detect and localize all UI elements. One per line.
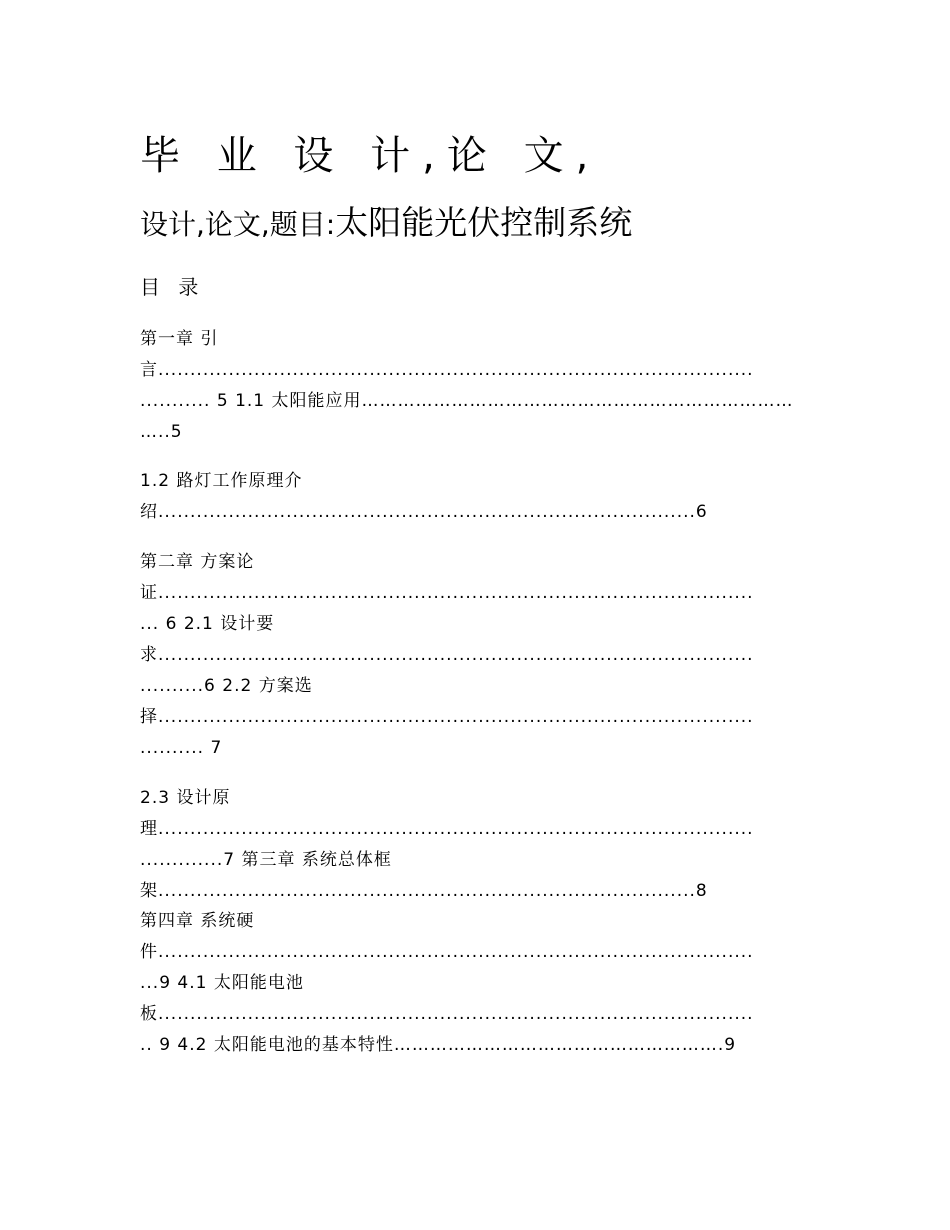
toc-line: 架....................................................................................8 [140,881,708,901]
toc-line: 第一章 引 [140,329,219,349]
document-title: 毕 业 设 计,论 文, [140,133,601,179]
toc-line: .......... 7 [140,738,223,758]
toc-line: …..5 [140,422,183,442]
toc-line: .............7 第三章 系统总体框 [140,850,392,870]
toc-line: 1.2 路灯工作原理介 [140,471,303,491]
toc-line: ........... 5 1.1 太阳能应用……………………………………………………………… [140,391,794,411]
toc-line: 第四章 系统硬 [140,911,255,931]
toc-line: 第二章 方案论 [140,552,255,572]
toc-line: 求............................................................................................. [140,645,754,665]
toc-line: 证............................................................................................. [140,583,754,603]
toc-line: .. 9 4.2 太阳能电池的基本特性……………………………………………….9 [140,1035,737,1055]
toc-line: 言............................................................................................. [140,360,754,380]
toc-line: 择............................................................................................. [140,707,754,727]
document-subtitle [140,202,632,246]
toc-line: ...9 4.1 太阳能电池 [140,973,304,993]
subtitle-prefix: 设计,论文,题目: [140,208,336,241]
toc-line: 理............................................................................................. [140,819,754,839]
subtitle-topic: 太阳能光伏控制系统 [335,203,633,242]
toc-line: 板............................................................................................. [140,1004,754,1024]
toc-heading: 目 录 [140,275,205,299]
toc-line: 件............................................................................................. [140,942,754,962]
toc-line: ... 6 2.1 设计要 [140,614,275,634]
toc-line: ..........6 2.2 方案选 [140,676,313,696]
toc-line: 绍....................................................................................6 [140,502,708,522]
toc-line: 2.3 设计原 [140,788,231,808]
